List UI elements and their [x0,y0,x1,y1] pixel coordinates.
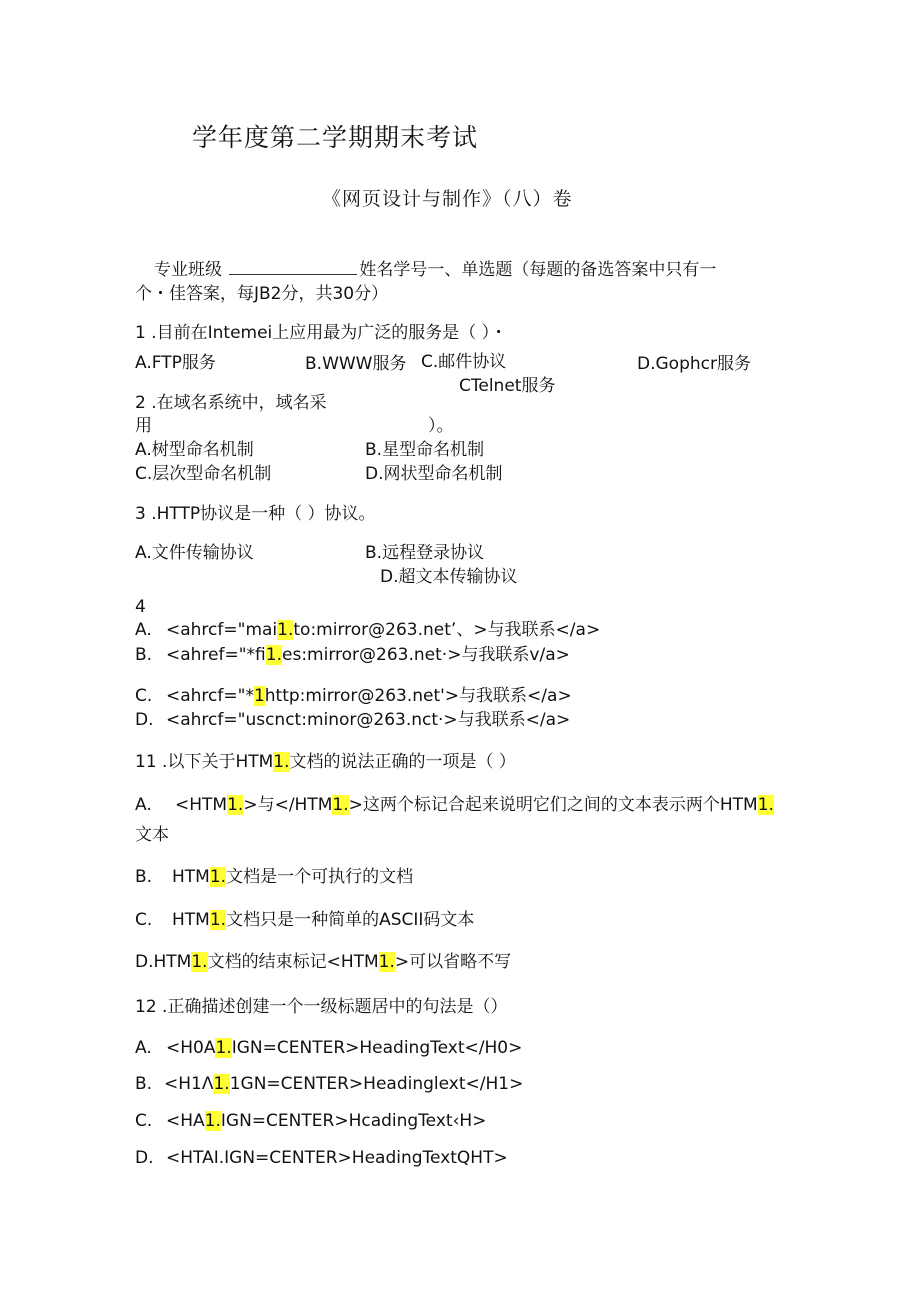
q12-option-c-label: C. [135,1111,153,1131]
q11-option-c: HTM1.文档只是一种简单的ASCII码文本 [172,910,475,930]
q2-option-d: D.网状型命名机制 [365,464,503,484]
q1-option-d: D.Gophcr服务 [637,354,751,374]
q12-option-b: <H1Λ1.1GN=CENTER>Headinglext</H1> [164,1074,524,1094]
name-section-label: 姓名学号一、单选题（每题的备选答案中只有一 [359,260,717,280]
q4-option-d: <ahrcf="uscnct:minor@263.nct‧>与我联系</a> [166,710,571,730]
q4-option-c-label: C. [135,686,153,706]
q2-option-a: A.树型命名机制 [135,440,254,460]
q11-option-b: HTM1.文档是一个可执行的文档 [172,867,414,887]
q4-option-d-label: D. [135,710,154,730]
q1-option-b: B.WWW服务 [305,354,407,374]
q11-option-a-cont: 文本 [135,825,169,845]
q4-option-c: <ahrcf="*1http:mirror@263.net'>与我联系</a> [166,686,572,706]
q3-option-d: D.超文本传输协议 [380,567,518,587]
q1-stem: 1 .目前在Intemei上应用最为广泛的服务是（ ）・ [135,323,508,343]
exam-subtitle: 《网页设计与制作》（八）卷 [322,188,573,210]
q2-stem: 2 .在域名系统中，域名采 [135,393,327,413]
q12-option-a-label: A. [135,1038,152,1058]
q4-option-b-label: B. [135,645,153,665]
exam-title: 学年度第二学期期末考试 [192,123,479,152]
q12-option-d-label: D. [135,1148,154,1168]
q11-option-a-label: A. [135,795,152,815]
class-label: 专业班级 [154,260,222,280]
q1-option-c2: CTelnet服务 [459,376,556,396]
q1-option-c: C.邮件协议 [421,352,507,372]
q12-option-b-label: B. [135,1074,153,1094]
q3-stem: 3 .HTTP协议是一种（ ）协议。 [135,504,376,524]
info-line-2: 个・佳答案，每JB2分，共30分） [135,284,389,304]
q11-stem: 11 .以下关于HTM1.文档的说法正确的一项是（ ） [135,752,516,772]
q2-stem-cont: 用 [135,416,152,436]
q2-option-c: C.层次型命名机制 [135,464,272,484]
q4-number: 4 [135,597,146,617]
q4-option-a-label: A. [135,620,152,640]
q3-option-a: A.文件传输协议 [135,543,254,563]
q4-option-a: <ahrcf="mai1.to:mirror@263.net’、>与我联系</a> [166,620,601,640]
q3-option-b: B.远程登录协议 [365,543,485,563]
q2-option-b: B.星型命名机制 [365,440,485,460]
q11-option-b-label: B. [135,867,153,887]
q12-option-c: <HA1.IGN=CENTER>HcadingText‹H> [166,1111,487,1131]
q11-option-c-label: C. [135,910,153,930]
q11-option-d: D.HTM1.文档的结束标记<HTM1.>可以省略不写 [135,952,512,972]
q12-stem: 12 .正确描述创建一个一级标题居中的句法是（） [135,997,508,1017]
q12-option-a: <H0A1.IGN=CENTER>HeadingText</H0> [166,1038,523,1058]
q12-option-d: <HTAI.IGN=CENTER>HeadingTextQHT> [166,1148,508,1168]
q2-stem-end: ）。 [428,416,454,436]
info-line-1 [154,258,716,281]
class-blank [229,258,357,275]
q1-option-a: A.FTP服务 [135,353,216,373]
q4-option-b: <ahref="*fi1.es:mirror@263.net‧>与我联系v/a> [166,645,570,665]
q11-option-a: <HTM1.>与</HTM1.>这两个标记合起来说明它们之间的文本表示两个HTM1. [175,795,774,815]
